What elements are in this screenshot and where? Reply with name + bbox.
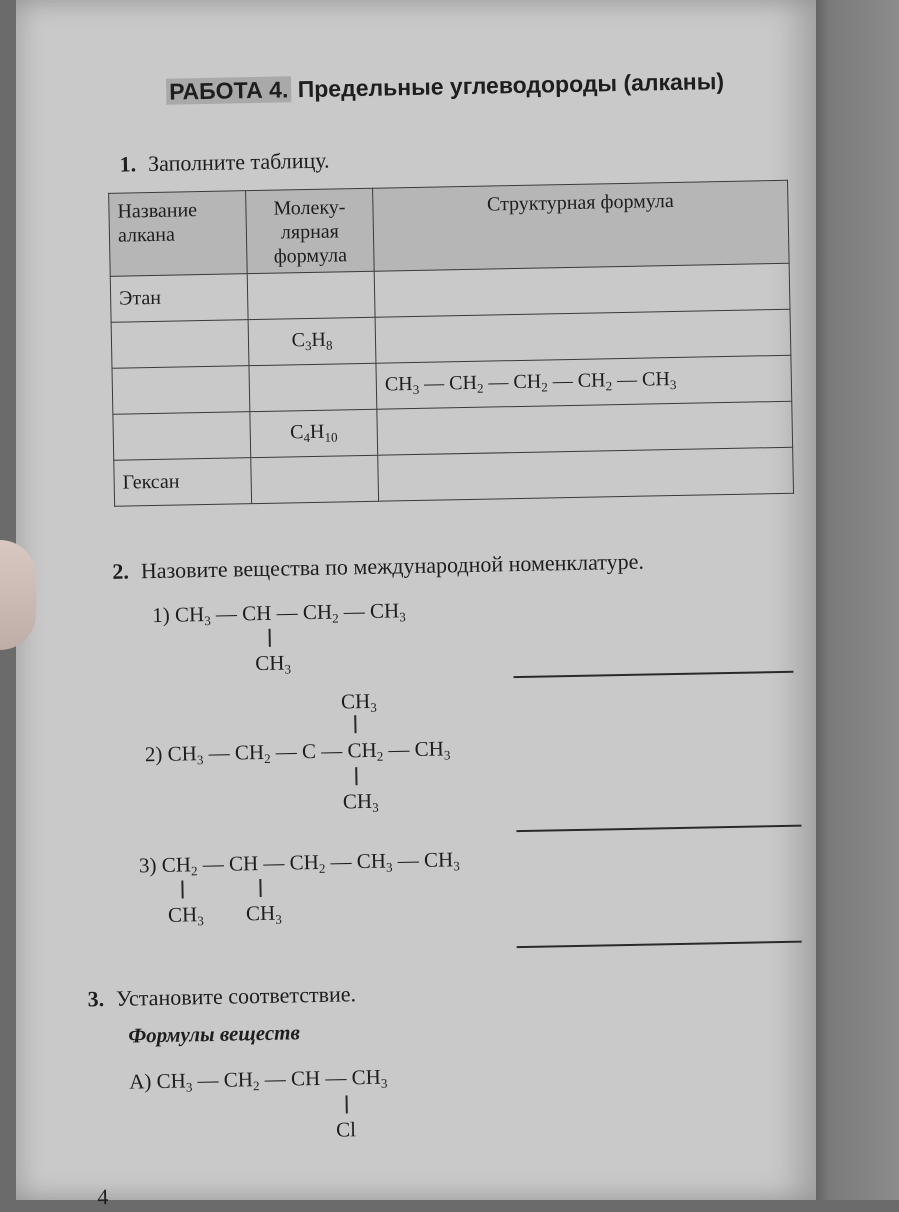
task-3-heading — [87, 981, 356, 1012]
task-3-text: Установите соответствие. — [115, 981, 357, 1011]
task-1-heading — [119, 148, 329, 178]
cell-name: Гексан — [114, 458, 252, 507]
compound-2-branch-bottom: $CH_3$ — [342, 788, 379, 815]
header-structural: Структурная формула — [373, 180, 790, 271]
task-2-number: 2. — [112, 558, 130, 584]
cell-name[interactable] — [112, 366, 250, 415]
cell-formula: $C_4H_{10}$ — [250, 409, 378, 457]
answer-line-2[interactable] — [516, 825, 801, 832]
bond-line — [345, 1095, 347, 1113]
compound-a-chain: А) $CH_3$ — $CH_2$ — CH — $CH_3$ — [128, 1064, 388, 1095]
page-content — [5, 0, 828, 1208]
task-3-number: 3. — [87, 986, 105, 1012]
page-title — [166, 68, 724, 106]
cell-name[interactable] — [113, 412, 251, 461]
bond-line — [181, 881, 183, 899]
cell-formula[interactable] — [251, 455, 379, 503]
cell-structure[interactable] — [375, 309, 791, 363]
compound-3-branch-1: $CH_3$ — [167, 902, 204, 929]
table-header-row — [109, 180, 789, 276]
workbook-page — [16, 0, 816, 1210]
compound-2-branch-top: $CH_3$ — [340, 688, 377, 715]
task-2-heading — [112, 549, 644, 585]
compound-3-branch-2: $CH_3$ — [245, 900, 282, 927]
compound-1-branch: $CH_3$ — [254, 650, 292, 677]
answer-line-1[interactable] — [513, 671, 793, 678]
compound-2-chain: 2) $CH_3$ — $CH_2$ — C — $CH_2$ — $CH_3$ — [144, 736, 451, 768]
bond-line — [355, 767, 357, 785]
cell-structure: $CH_3$ — $CH_2$ — $CH_2$ — $CH_2$ — $CH_3$ — [376, 355, 792, 409]
bond-line — [354, 715, 356, 733]
compound-3-chain: 3) $CH_2$ — CH — $CH_2$ — $CH_3$ — $CH_3$ — [138, 847, 460, 879]
bond-line — [259, 879, 261, 897]
task-1-text: Заполните таблицу. — [147, 147, 330, 177]
bond-line — [269, 629, 271, 647]
compound-1-chain: 1) $CH_3$ — CH — $CH_2$ — $CH_3$ — [152, 598, 406, 629]
page-number: 4 — [97, 1184, 109, 1210]
cell-structure[interactable] — [374, 263, 790, 317]
cell-structure[interactable] — [378, 447, 794, 501]
answer-line-3[interactable] — [517, 941, 802, 948]
task-2-text: Назовите вещества по международной номенклатуре. — [140, 548, 645, 584]
compound-a-branch: Cl — [335, 1117, 357, 1142]
header-name: Название алкана — [109, 191, 248, 277]
title-text: Предельные углеводороды (алканы) — [297, 67, 725, 103]
cell-name: Этан — [110, 274, 248, 323]
title-label: РАБОТА 4. — [166, 76, 292, 104]
task-1-number: 1. — [119, 151, 137, 177]
cell-structure[interactable] — [377, 401, 793, 455]
cell-name[interactable] — [111, 320, 249, 369]
task-3-subheading: Формулы веществ — [128, 1020, 301, 1048]
header-molecular: Молеку-лярная формула — [246, 188, 375, 273]
cell-formula[interactable] — [249, 363, 377, 411]
alkane-table — [108, 180, 794, 507]
cell-formula[interactable] — [247, 271, 375, 319]
cell-formula: $C_3H_8$ — [248, 317, 376, 365]
